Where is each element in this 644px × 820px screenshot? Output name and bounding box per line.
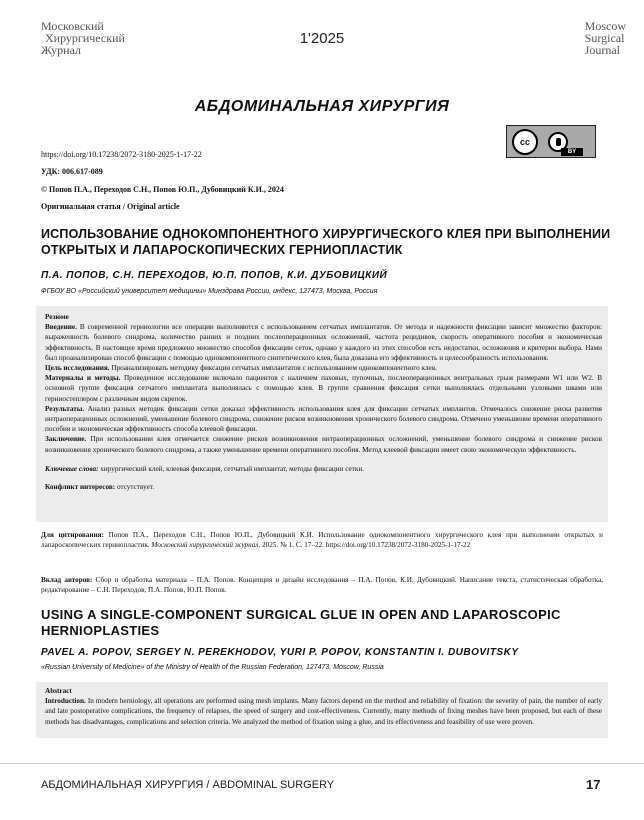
issue-number: 1'2025 (299, 30, 345, 47)
section-title: АБДОМИНАЛЬНАЯ ХИРУРГИЯ (194, 98, 450, 115)
citation-label: Для цитирования: (41, 531, 104, 539)
authors-en: PAVEL A. POPOV, SERGEY N. PEREKHODOV, YURI P. POPOV, KONSTANTIN I. DUBOVITSKY (41, 647, 519, 658)
udk: УДК: 006.617-089 (41, 167, 103, 176)
abstract-intro-en (45, 696, 602, 727)
keywords-text-ru: хирургический клей, клеевая фиксация, сетчатый имплантат, методы фиксации сетки. (98, 464, 364, 473)
abstract-aim-ru (45, 363, 602, 373)
abstract-en (36, 682, 608, 738)
conflict-of-interest (45, 482, 602, 492)
citation (41, 530, 603, 550)
aim-label-ru: Цель исследования. (45, 364, 110, 373)
abstract-intro-ru (45, 322, 602, 363)
abstract-results-ru (45, 404, 602, 435)
conflict-text: отсутствует. (115, 483, 155, 492)
logo-en-line-1: Moscow (584, 19, 626, 33)
by-label: BY (561, 148, 583, 156)
intro-label-en: Introduction. (45, 697, 86, 706)
citation-journal: Московский хирургический журнал, (149, 541, 261, 550)
contribution-text: Сбор и обработка материала – П.А. Попов. Концепция и дизайн исследования – П.А. Попов, К.И. Дубовицкий. Написание текста, статистическая обработка, редактирование – С.Н. Переходов, П.А. Попов, Ю.П. Попов. (41, 576, 604, 595)
results-text-ru: Анализ разных методик фиксации сетки доказал эффективность использования клея для фиксации сетчатых имплантов. Отмечалось снижение риска развития интраоперационных осложнений, уменьшение болевого синдрома, снижение рисков возникновения хронического болевого синдрома. Отмечено уменьшение времени оперативного пособия и экономическая эффективность способа клеевой фиксации. (45, 404, 602, 434)
abstract-methods-ru (45, 373, 602, 404)
journal-logo-en (585, 20, 626, 56)
logo-ru-line-1: Московский (41, 19, 104, 33)
abstract-heading-en: Abstract (45, 687, 72, 695)
affiliation-en: «Russian University of Medicine» of the Ministry of Health of the Russian Federation, 127473, Moscow, Russia (41, 664, 384, 671)
logo-en-line-2: Surgical (584, 31, 625, 45)
contribution-label: Вклад авторов: (41, 576, 93, 584)
methods-label-ru: Материалы и методы. (45, 374, 121, 383)
intro-text-en: In modern herniology, all operations are performed using mesh implants. Many factors depend on the method and reliability of fixation: the severity of pain, the number of early and late postoperative complications, the frequency of relapses, the speed of surgery and cost-effectiveness. Currently, many methods of fixing meshes have been proposed, but each of these methods has disadvantages, complications and selection criteria. We analyzed the method of fixation using a glue, and its effectiveness and feasibility of use were proven. (45, 697, 602, 726)
footer-divider (0, 763, 644, 764)
keywords-label-ru: Ключевые слова: (45, 464, 99, 473)
conclusion-label-ru: Заключение. (45, 435, 87, 444)
intro-text-ru: В современной герниологии все операции выполняются с использованием сетчатых имплантатов. От метода и надежности фиксации зависит множество факторов: выраженность болевого синдрома, количество ранних и поздних послеоперационных осложнений, частота рецидивов, скорость оперативного пособия и экономическая эффективность. В настоящее время предложено множество способов фиксации сеток, однако у каждого из этих способов есть недостатки, осложнения и критерии выбора. Нами был проанализирован способ фиксации с помощью однокомпонентного синтетического клея, была доказана его эффективность и целесообразность использования. (45, 323, 602, 362)
aim-text-ru: Проанализировать методику фиксации сетчатых имплантатов с использованием однокомпонентного клея. (109, 364, 437, 373)
article-title-ru: ИСПОЛЬЗОВАНИЕ ОДНОКОМПОНЕНТНОГО ХИРУРГИЧЕСКОГО КЛЕЯ ПРИ ВЫПОЛНЕНИИ ОТКРЫТЫХ И ЛАПАРОСКОПИЧЕСКИХ ГЕРНИОПЛАСТИК (41, 227, 611, 257)
author-contribution (41, 575, 603, 595)
methods-text-ru: Проведенное исследование включало пациентов с наличием паховых, пупочных, послеоперационных вентральных грыж размерами W1 или W2. В основной группе фиксация сетчатого имплантата выполнялась с помощью клея. В группе сравнения фиксация сетки выполнялась отдельными узловыми швами или герниостеплером с различным видом скрепок. (45, 374, 602, 403)
affiliation-ru: ФГБОУ ВО «Российский университет медицины» Минздрава России, индекс, 127473, Москва, Россия (41, 288, 378, 295)
conflict-label: Конфликт интересов: (45, 483, 116, 492)
conclusion-text-ru: При использовании клея отмечается снижение рисков возникновения интраоперационных осложнений, уменьшение болевого синдрома и снижение рисков возникновения хронического болевого синдрома, а также уменьшение времени оперативного пособия. Метод клеевой фиксации имеет свою экономическую эффективность. (45, 435, 602, 454)
copyright: © Попов П.А., Переходов С.Н., Попов Ю.П., Дубовицкий К.И., 2024 (41, 185, 284, 194)
abstract-ru (36, 306, 608, 522)
page-number: 17 (586, 777, 601, 792)
doi-link[interactable]: https://doi.org/10.17238/2072-3180-2025-1-17-22 (41, 150, 202, 159)
cc-icon: cc (512, 129, 538, 155)
citation-text: Попов П.А., Переходов С.Н., Попов Ю.П., Дубовицкий К.И. Использование однокомпонентного хирургического клея при выполнении открытых и лапароскопических герниопластик. (41, 531, 603, 550)
logo-en-line-3: Journal (584, 43, 620, 57)
results-label-ru: Результаты. (45, 404, 85, 413)
logo-ru-line-2: Хирургический (45, 31, 125, 45)
intro-label-ru: Введение. (45, 323, 77, 332)
logo-ru-line-3: Журнал (41, 43, 82, 57)
authors-ru: П.А. ПОПОВ, С.Н. ПЕРЕХОДОВ, Ю.П. ПОПОВ, К.И. ДУБОВИЦКИЙ (41, 270, 388, 281)
abstract-conclusion-ru (45, 434, 602, 454)
footer-section: АБДОМИНАЛЬНАЯ ХИРУРГИЯ / ABDOMINAL SURGERY (41, 779, 335, 791)
cc-license-badge[interactable] (506, 125, 596, 158)
abstract-heading-ru: Резюме (45, 313, 69, 321)
article-type: Оригинальная статья / Original article (41, 202, 180, 211)
keywords-ru (45, 464, 602, 474)
citation-tail: 2025. № 1. С. 17–22. https://doi.org/10.17238/2072-3180-2025-1-17-22 (260, 541, 471, 550)
article-title-en: USING A SINGLE-COMPONENT SURGICAL GLUE IN OPEN AND LAPAROSCOPIC HERNIOPLASTIES (41, 607, 561, 638)
